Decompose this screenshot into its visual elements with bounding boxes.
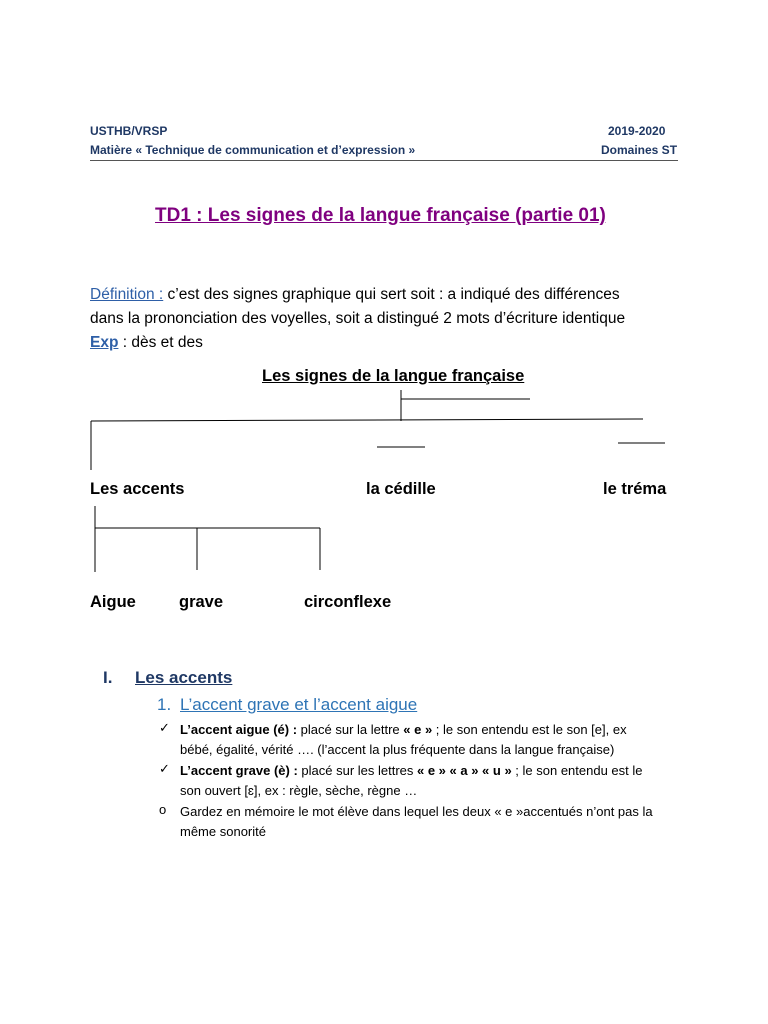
definition-label: Définition : — [90, 286, 164, 303]
section-1-number: I. — [103, 668, 113, 687]
header-domain: Domaines ST — [601, 143, 678, 157]
header-subject: Matière « Technique de communication et d’expression » — [90, 143, 416, 157]
bullet-grave-text-a: placé sur les lettres — [297, 763, 417, 778]
tree-node-trema: le tréma — [603, 480, 667, 498]
tree-node-grave: grave — [179, 593, 224, 611]
level1-hline — [91, 419, 643, 421]
bullet-note-line-2: même sonorité — [180, 824, 266, 839]
bullet-grave-term: L’accent grave (è) : — [180, 763, 298, 778]
bullet-aigue-text-a: placé sur la lettre — [297, 722, 404, 737]
bullet-aigue-line-2: bébé, égalité, vérité …. (l’accent la plus fréquente dans la langue française) — [180, 742, 615, 757]
definition-text-2: dans la prononciation des voyelles, soit a distingué 2 mots d’écriture identique — [90, 310, 626, 327]
bullet-grave-letters: « e » « a » « u » — [417, 763, 512, 778]
bullet-grave-line-2: son ouvert [ɛ], ex : règle, sèche, règne … — [180, 783, 418, 798]
header-year: 2019-2020 — [608, 124, 666, 138]
definition-text-1: c’est des signes graphique qui sert soit : a indiqué des différences — [163, 286, 620, 303]
tree-node-cedille: la cédille — [366, 480, 436, 498]
bullet-aigue-line-1 — [180, 720, 627, 740]
section-1-title: Les accents — [135, 668, 233, 687]
tree-node-accents: Les accents — [90, 480, 185, 498]
tree-node-aigue: Aigue — [90, 593, 136, 611]
header-org: USTHB/VRSP — [90, 124, 168, 138]
section-1-1-number: 1. — [157, 695, 172, 714]
section-1-1-title: L’accent grave et l’accent aigue — [180, 695, 418, 714]
bullet-aigue-term: L’accent aigue (é) : — [180, 722, 298, 737]
bullet-aigue-text-b: ; le son entendu est le son [e], ex — [432, 722, 627, 737]
check-icon: ✓ — [159, 761, 170, 776]
example-label: Exp — [90, 334, 119, 351]
example-text: : dès et des — [118, 334, 203, 351]
page-title: TD1 : Les signes de la langue française (partie 01) — [155, 205, 606, 226]
bullet-grave-line-1 — [180, 761, 643, 781]
bullet-note-line-1: Gardez en mémoire le mot élève dans lequel les deux « e »accentués n’ont pas la — [180, 804, 653, 819]
bullet-grave-text-b: ; le son entendu est le — [511, 763, 643, 778]
tree-root-label: Les signes de la langue française — [262, 367, 525, 385]
check-icon: ✓ — [159, 720, 170, 735]
bullet-aigue-letter: « e » — [403, 722, 433, 737]
tree-node-circonflexe: circonflexe — [304, 593, 392, 611]
circle-bullet-icon: o — [159, 802, 167, 817]
